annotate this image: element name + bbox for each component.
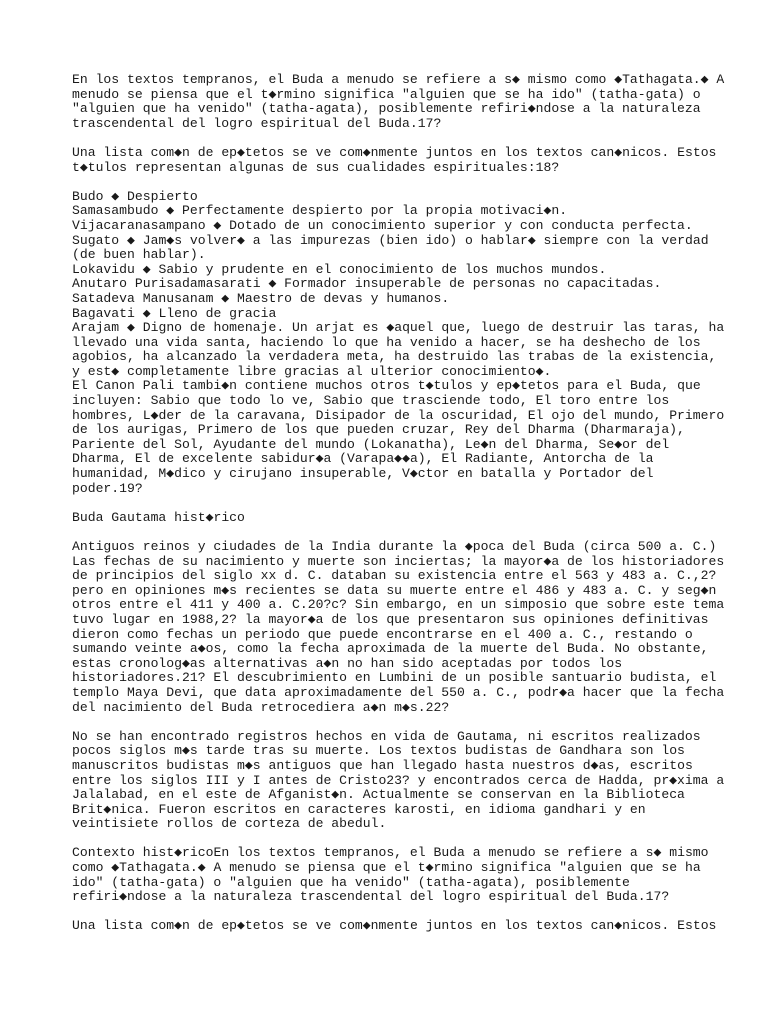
text-line: de los aurigas, Primero de los que pueden cruzar, Rey del Dharma (Dharmaraja), bbox=[72, 422, 685, 438]
text-line: pocos siglos m◆s tarde tras su muerte. Los textos budistas de Gandhara son los bbox=[72, 743, 685, 759]
text-line: Las fechas de su nacimiento y muerte son inciertas; la mayor◆a de los historiadores bbox=[72, 553, 725, 569]
text-line: refiri◆ndose a la naturaleza trascendental del logro espiritual del Buda.17? bbox=[72, 889, 670, 905]
text-line: trascendental del logro espiritual del Buda.17? bbox=[72, 115, 442, 131]
text-line: menudo se piensa que el t◆rmino significa "alguien que se ha ido" (tatha-gata) o bbox=[72, 86, 701, 102]
text-line: Brit◆nica. Fueron escritos en caracteres karosti, en idioma gandhari y en bbox=[72, 801, 646, 817]
text-line: Arajam ◆ Digno de homenaje. Un arjat es ◆aquel que, luego de destruir las taras, ha bbox=[72, 320, 725, 336]
text-line: historiadores.21? El descubrimiento en Lumbini de un posible santuario budista, el bbox=[72, 670, 717, 686]
text-line: hombres, L◆der de la caravana, Disipador de la oscuridad, El ojo del mundo, Primero bbox=[72, 407, 725, 423]
text-line: manuscritos budistas m◆s antiguos que han llegado hasta nuestros d◆as, escritos bbox=[72, 757, 693, 773]
text-line: (de buen hablar). bbox=[72, 247, 206, 263]
text-line: Una lista com◆n de ep◆tetos se ve com◆nmente juntos en los textos can◆nicos. Estos bbox=[72, 144, 717, 160]
text-line: humanidad, M◆dico y cirujano insuperable, V◆ctor en batalla y Portador del bbox=[72, 466, 654, 482]
text-line: llevado una vida santa, haciendo lo que ha venido a hacer, se ha deshecho de los bbox=[72, 334, 701, 350]
epithets-list bbox=[72, 188, 725, 496]
text-line: pero en opiniones m◆s recientes se data su muerte entre el 486 y 483 a. C. y seg◆n bbox=[72, 582, 717, 598]
paragraph-tathagata-intro bbox=[72, 72, 725, 131]
text-line: t◆tulos representan algunas de sus cualidades espirituales:18? bbox=[72, 159, 560, 175]
text-line: de principios del siglo xx d. C. databan su existencia entre el 563 y 483 a. C.,2? bbox=[72, 568, 717, 584]
text-line: Vijacaranasampano ◆ Dotado de un conocimiento superior y con conducta perfecta. bbox=[72, 217, 693, 233]
paragraph-dates bbox=[72, 539, 725, 715]
text-line: Satadeva Manusanam ◆ Maestro de devas y humanos. bbox=[72, 290, 450, 306]
paragraph-epithets-intro bbox=[72, 144, 717, 175]
text-line: Samasambudo ◆ Perfectamente despierto por la propia motivaci◆n. bbox=[72, 203, 568, 219]
paragraph-context-repeat bbox=[72, 846, 712, 904]
text-line: del nacimiento del Buda retrocediera a◆n m◆s.22? bbox=[72, 699, 450, 715]
text-line: No se han encontrado registros hechos en vida de Gautama, ni escritos realizados bbox=[72, 728, 701, 744]
text-line: estas cronolog◆as alternativas a◆n no han sido aceptadas por todos los bbox=[72, 655, 623, 671]
text-line: Una lista com◆n de ep◆tetos se ve com◆nmente juntos en los textos can◆nicos. Estos bbox=[72, 918, 717, 934]
text-line: Bagavati ◆ Lleno de gracia bbox=[72, 305, 277, 321]
text-line: Sugato ◆ Jam◆s volver◆ a las impurezas (bien ido) o hablar◆ siempre con la verdad bbox=[72, 232, 709, 248]
text-line: ido" (tatha-gata) o "alguien que ha venido" (tatha-agata), posiblemente bbox=[72, 874, 630, 890]
text-line: Antiguos reinos y ciudades de la India durante la ◆poca del Buda (circa 500 a. C.) bbox=[72, 539, 717, 554]
document-page bbox=[72, 72, 725, 949]
text-line: tuvo lugar en 1988,2? la mayor◆a de los que presentaron sus opiniones definitivas bbox=[72, 611, 709, 627]
text-line: Pariente del Sol, Ayudante del mundo (Lokanatha), Le◆n del Dharma, Se◆or del bbox=[72, 436, 670, 452]
text-line: Dharma, El de excelente sabidur◆a (Varapa◆◆a), El Radiante, Antorcha de la bbox=[72, 451, 654, 467]
text-line: Contexto hist◆ricoEn los textos tempranos, el Buda a menudo se refiere a s◆ mismo bbox=[72, 845, 709, 861]
text-line: poder.19? bbox=[72, 480, 143, 496]
text-line: entre los siglos III y I antes de Cristo23? y encontrados cerca de Hadda, pr◆xima a bbox=[72, 772, 725, 788]
text-line: dieron como fechas un periodo que puede encontrarse en el 400 a. C., restando o bbox=[72, 626, 693, 642]
text-line: incluyen: Sabio que todo lo ve, Sabio que trasciende todo, El toro entre los bbox=[72, 393, 670, 409]
text-line: veintisiete rollos de corteza de abedul. bbox=[72, 816, 387, 832]
text-line: como ◆Tathagata.◆ A menudo se piensa que el t◆rmino significa "alguien que se ha bbox=[72, 860, 701, 876]
text-line: En los textos tempranos, el Buda a menudo se refiere a s◆ mismo como ◆Tathagata.◆ A bbox=[72, 72, 725, 87]
text-line: Anutaro Purisadamasarati ◆ Formador insuperable de personas no capacitadas. bbox=[72, 276, 662, 292]
text-line: "alguien que ha venido" (tatha-agata), posiblemente refiri◆ndose a la naturaleza bbox=[72, 101, 701, 117]
paragraph-records bbox=[72, 728, 725, 832]
text-line: sumando veinte a◆os, como la fecha aproximada de la muerte del Buda. No obstante, bbox=[72, 641, 709, 657]
text-line: Budo ◆ Despierto bbox=[72, 188, 198, 204]
text-line: Lokavidu ◆ Sabio y prudente en el conocimiento de los muchos mundos. bbox=[72, 261, 607, 277]
text-line: templo Maya Devi, que data aproximadamente del 550 a. C., podr◆a hacer que la fecha bbox=[72, 684, 725, 700]
text-line: El Canon Pali tambi◆n contiene muchos otros t◆tulos y ep◆tetos para el Buda, que bbox=[72, 378, 701, 394]
text-line: y est◆ completamente libre gracias al ulterior conocimiento◆. bbox=[72, 363, 552, 379]
text-line: otros entre el 411 y 400 a. C.20?c? Sin embargo, en un simposio que sobre este tema bbox=[72, 597, 725, 613]
text-line: Jalalabad, en el este de Afganist◆n. Actualmente se conservan en la Biblioteca bbox=[72, 787, 685, 803]
text-line: agobios, ha alcanzado la verdadera meta, ha destruido las trabas de la existencia, bbox=[72, 349, 717, 365]
text-line: Buda Gautama hist◆rico bbox=[72, 509, 245, 525]
paragraph-epithets-repeat bbox=[72, 918, 717, 934]
section-heading-buda-gautama bbox=[72, 511, 712, 526]
